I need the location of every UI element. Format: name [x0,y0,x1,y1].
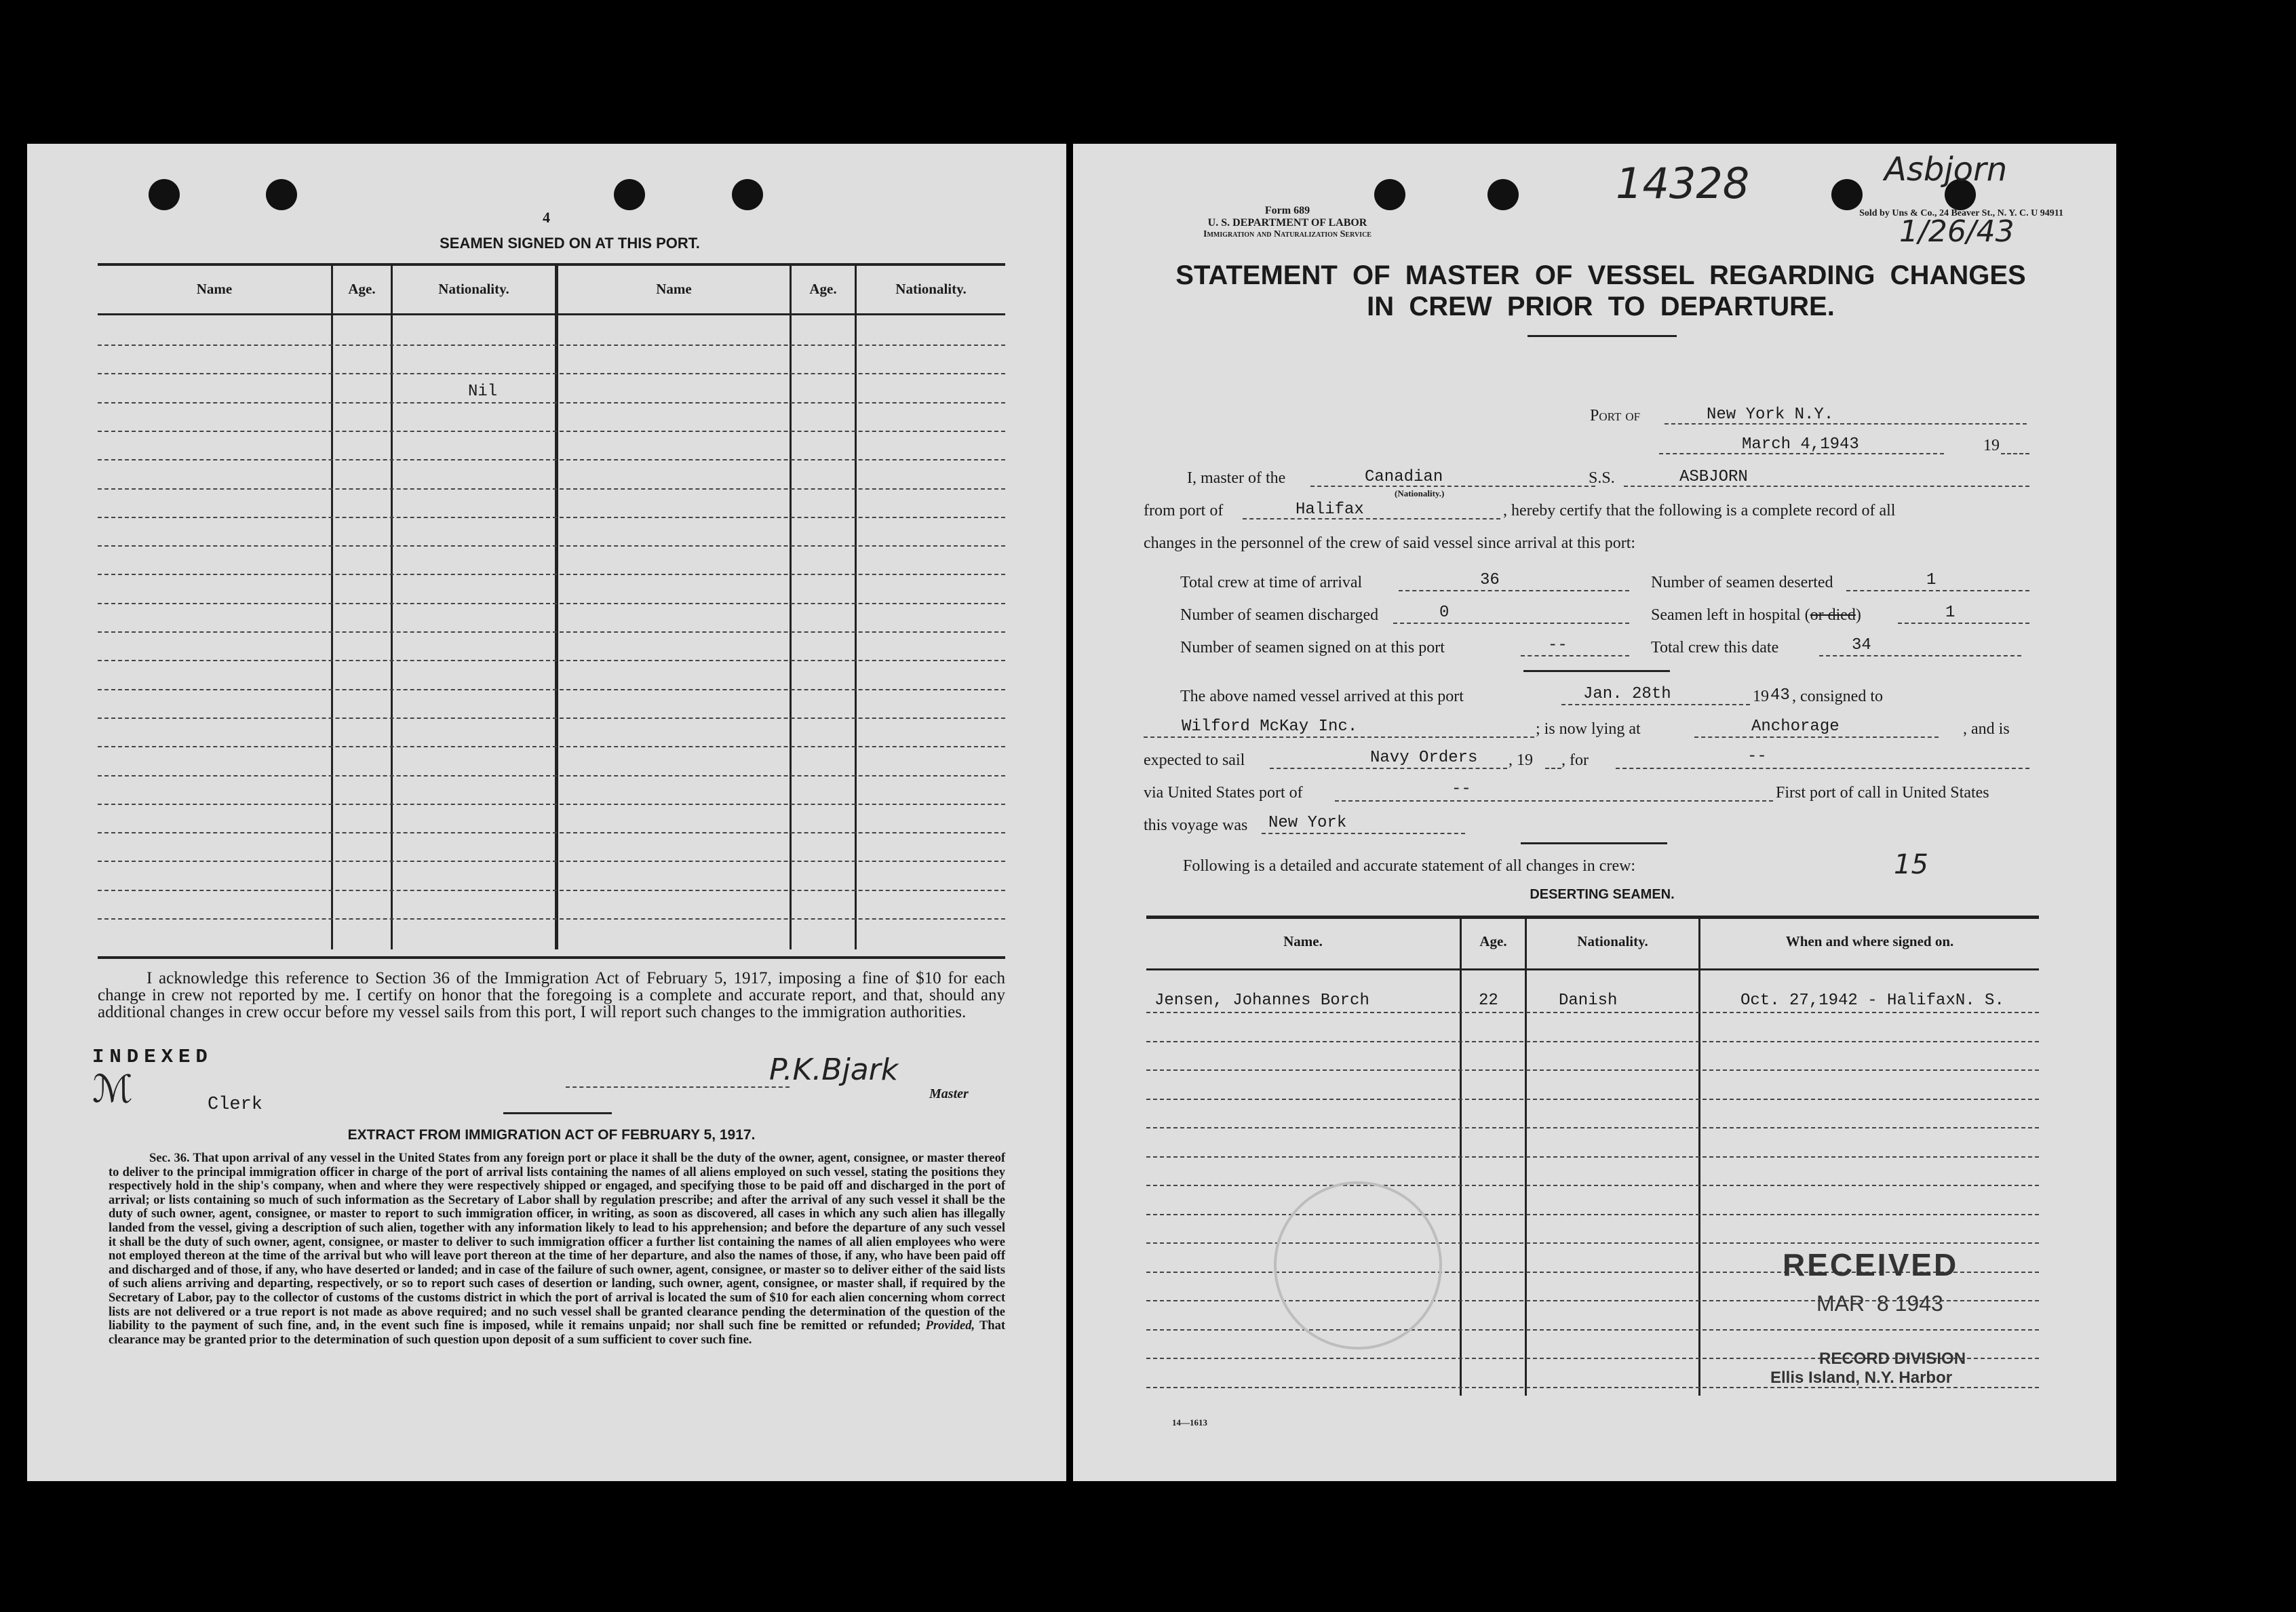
deserter-nationality: Danish [1559,991,1618,1010]
table-row-line [98,345,1005,346]
faint-circular-stamp [1274,1181,1442,1350]
received-date: MAR 8 1943 [1816,1291,1943,1316]
discharged-value: 0 [1439,604,1449,622]
master-signature: P.K.Bjark [769,1053,899,1087]
discharged-line [1393,623,1629,624]
deserting-top-rule [1146,916,2039,919]
arrived-year: 19 [1753,688,1769,705]
hospital-line [1898,623,2029,624]
separator-rule [1523,670,1670,672]
table-column-rule [855,263,857,949]
column-header-name: Name [656,281,692,297]
for-label: , for [1561,751,1589,769]
column-header-nationality: Nationality. [895,281,967,297]
via-line [1335,800,1773,802]
punch-hole [732,179,763,210]
voyage-line [1262,833,1465,834]
port-of-label: Port of [1590,407,1641,425]
total-crew-arrival-line [1399,590,1629,591]
for-value: -- [1747,747,1767,766]
from-port-line [1243,518,1500,519]
arrived-label: The above named vessel arrived at this port [1180,688,1464,705]
section-title: SEAMEN SIGNED ON AT THIS PORT. [440,235,700,252]
table-row-line [98,832,1005,833]
date-value: March 4,1943 [1742,435,1859,454]
punch-hole [1831,179,1863,210]
table-row-line [98,488,1005,490]
clerk-line [503,1112,612,1114]
extract-provided: Provided, [925,1319,975,1333]
total-crew-arrival-value: 36 [1480,571,1500,589]
title-underline [1528,335,1677,337]
expected-year-line [1545,768,1561,769]
master-label: Master [929,1086,969,1101]
vessel-name: ASBJORN [1679,468,1748,486]
clerk-initials: ℳ [92,1067,133,1112]
deserting-row-line [1146,1156,2039,1158]
service: Immigration and Naturalization Service [1203,229,1371,239]
lying-value: Anchorage [1751,717,1840,736]
for-line [1616,768,2029,769]
deserted-line [1846,590,2029,591]
table-row-line [98,431,1005,432]
via-label: via United States port of [1144,784,1303,802]
total-crew-date-value: 34 [1852,636,1871,654]
table-row-line [98,373,1005,374]
signed-on-line [1521,655,1629,656]
deserting-header-rule [1146,968,2039,970]
deserting-row-line [1146,1012,2039,1013]
punch-hole [1487,179,1519,210]
nationality-value: Canadian [1365,468,1443,486]
indexed-stamp: INDEXED [92,1046,213,1068]
expected-line [1270,768,1507,769]
table-row-line [98,775,1005,776]
master-signature-line [566,1086,790,1088]
left-page [27,144,1066,1481]
table-row-line [98,545,1005,547]
punch-hole [614,179,645,210]
nil-entry: Nil [468,382,498,401]
deserting-row-line [1146,1069,2039,1071]
table-row-line [98,890,1005,891]
hospital-label [1651,606,1861,625]
ellis-island: Ellis Island, N.Y. Harbor [1770,1369,1953,1387]
from-port-value: Halifax [1296,500,1364,519]
deserter-signed-on: Oct. 27,1942 - HalifaxN. S. [1740,991,2004,1010]
signed-on-label: Number of seamen signed on at this port [1180,639,1445,656]
handwritten-count: 15 [1894,849,1928,880]
deserting-header-name: Name. [1283,933,1323,949]
deserting-header-signed-on: When and where signed on. [1785,933,1954,949]
certify-text: , hereby certify that the following is a complete record of all [1503,502,1896,519]
and-is-label: , and is [1963,720,2010,738]
port-of-value: New York N.Y. [1707,406,1834,424]
deserted-label: Number of seamen deserted [1651,574,1833,591]
acknowledgement-text: I acknowledge this reference to Section 36 of the Immigration Act of February 5, 1917, imposing a fine of $10 for each change in crew not reported by me. I certify on honor that the foregoing is a complete and accurate report, and that, should any additional changes in crew occur before my vessel sails from this port, I will report such changes to the immigration authorities. [98,969,1005,1021]
extract-title: EXTRACT FROM IMMIGRATION ACT OF FEBRUARY 5, 1917. [347,1127,756,1143]
following-label: Following is a detailed and accurate statement of all changes in crew: [1183,857,1636,875]
total-crew-arrival-label: Total crew at time of arrival [1180,574,1363,591]
deserting-header-age: Age. [1479,933,1507,949]
deserting-row-line [1146,1099,2039,1100]
punch-hole [266,179,297,210]
form-title-line2: IN CREW PRIOR TO DEPARTURE. [1367,292,1835,321]
form-number: Form 689 [1264,205,1310,216]
consignee-value: Wilford McKay Inc. [1182,717,1358,736]
deserting-header-nationality: Nationality. [1577,933,1648,949]
column-header-nationality: Nationality. [438,281,509,297]
hospital-label-struck: or died [1810,606,1856,624]
hospital-value: 1 [1945,604,1956,622]
table-header-rule [98,313,1005,315]
deserting-row-line [1146,1329,2039,1331]
deserting-row-line [1146,1041,2039,1042]
extract-body: That upon arrival of any vessel in the United States from any foreign port or place it shall be the duty of the owner, agent, consignee, or master thereof to deliver to the principal immigration officer in charge of the port of arrival lists containing the names of all aliens employed on such vessel, stating the positions they respectively hold in the ship's company, when and where they were respectively shipped or engaged, and specifying those to be paid off and discharged in the port of arrival; or lists containing so much of such information as the Secretary of Labor shall by regulation prescribe; and after the arrival of any such vessel it shall be the duty of such owner, agent, consignee, or master to report to such immigration officer, in writing, as soon as discovered, all cases in which any such alien has illegally landed from the vessel, giving a description of such alien, together with any information likely to lead to his apprehension; and before the departure of any such vessel it shall be the duty of such owner, agent, consignee, or master to deliver to such immigration officer a further list containing the names of all alien employees who were not employed thereon at the time of the arrival but who will leave port thereon at the time of her departure, and also the names of those, if any, who have been paid off and discharged and of those, if any, who have deserted or landed; and in case of the failure of such owner, agent, consignee, or master so to deliver either of the said lists of such aliens arriving and departing, respectively, or so to report such cases of desertion or landing, such owner, agent, consignee, or master shall, if required by the Secretary of Labor, pay to the collector of customs of the customs district in which the port of arrival is located the sum of $10 for each alien concerning whom correct lists are not delivered or a true report is not made as above required; and no such vessel shall be granted clearance pending the determination of the question of the liability to the payment of such fine, and, in the event such fine is imposed, while it remains unpaid; nor shall such fine be remitted or refunded; [109,1152,1006,1333]
column-header-name: Name [196,281,233,297]
table-column-rule [790,263,792,949]
table-row-line [98,689,1005,690]
voyage-value: New York [1268,814,1347,832]
table-row-line [98,517,1005,518]
printer-note: Sold by Uns & Co., 24 Beaver St., N. Y. C. U 94911 [1859,208,2063,218]
discharged-label: Number of seamen discharged [1180,606,1379,624]
received-stamp: RECEIVED [1783,1247,1959,1282]
consigned-label: , consigned to [1792,688,1883,705]
page-number: 4 [543,209,550,226]
handwritten-vessel-name: Asbjorn [1884,151,2008,189]
handwritten-date: 1/26/43 [1899,214,2015,249]
arrived-date-value: Jan. 28th [1583,685,1671,703]
expected-label: expected to sail [1144,751,1245,769]
expected-value: Navy Orders [1370,749,1478,767]
deserting-row-line [1146,1127,2039,1128]
table-row-line [98,574,1005,575]
date-year-line [2001,453,2029,454]
arrived-year-value: 43 [1770,686,1790,705]
table-row-line [98,717,1005,719]
voyage-label: this voyage was [1144,817,1248,834]
table-row-line [98,631,1005,633]
nationality-line [1310,486,1595,487]
table-row-line [98,918,1005,920]
nationality-caption: (Nationality.) [1395,488,1445,498]
hospital-label-b: ) [1855,606,1861,624]
table-row-line [98,746,1005,747]
record-division: RECORD DIVISION [1819,1350,1966,1368]
section-label: Sec. 36. [149,1152,190,1165]
from-port-label: from port of [1144,502,1224,519]
changes-text: changes in the personnel of the crew of said vessel since arrival at this port: [1144,534,1636,552]
table-row-line [98,804,1005,805]
via-value: -- [1452,780,1471,798]
deserter-age: 22 [1479,991,1498,1010]
total-crew-date-label: Total crew this date [1651,639,1779,656]
expected-19: , 19 [1509,751,1533,769]
form-title-line1: STATEMENT OF MASTER OF VESSEL REGARDING CHANGES [1175,260,2026,290]
table-row-line [98,660,1005,661]
separator-rule [1521,842,1667,844]
table-column-rule [391,263,393,949]
table-row-line [98,861,1005,862]
lying-line [1694,736,1939,738]
extract-tail: That clearance may be granted prior to the determination of such question upon deposit of a sum sufficient to cover such fine. [109,1319,1005,1347]
table-column-rule [331,263,333,949]
department: U. S. DEPARTMENT OF LABOR [1207,217,1367,229]
master-of-label: I, master of the [1187,469,1286,487]
deserted-value: 1 [1926,571,1937,589]
right-page [1073,144,2116,1481]
lying-label: ; is now lying at [1536,720,1641,738]
column-header-age: Age. [809,281,837,297]
table-row-line [98,603,1005,604]
hospital-label-a: Seamen left in hospital ( [1651,606,1810,624]
table-bottom-rule [98,956,1005,959]
table-row-line [98,402,1005,404]
signed-on-value: -- [1548,636,1568,654]
first-port-label: First port of call in United States [1776,784,1989,802]
deserting-row-line [1146,1214,2039,1215]
consignee-line [1144,736,1534,738]
table-column-rule [555,263,558,949]
ss-label: S.S. [1589,469,1615,487]
deserting-row-line [1146,1185,2039,1186]
arrived-date-line [1561,704,1750,705]
handwritten-file-number: 14328 [1616,159,1750,208]
table-top-rule [98,263,1005,266]
date-19: 19 [1983,437,2000,454]
extract-text [109,1152,1005,1347]
total-crew-date-line [1819,655,2021,656]
punch-hole [149,179,180,210]
clerk-label: Clerk [208,1095,263,1115]
deserting-title: DESERTING SEAMEN. [1530,887,1675,902]
table-row-line [98,459,1005,460]
form-code: 14—1613 [1172,1417,1207,1428]
column-header-age: Age. [348,281,376,297]
deserter-name: Jensen, Johannes Borch [1154,991,1369,1010]
